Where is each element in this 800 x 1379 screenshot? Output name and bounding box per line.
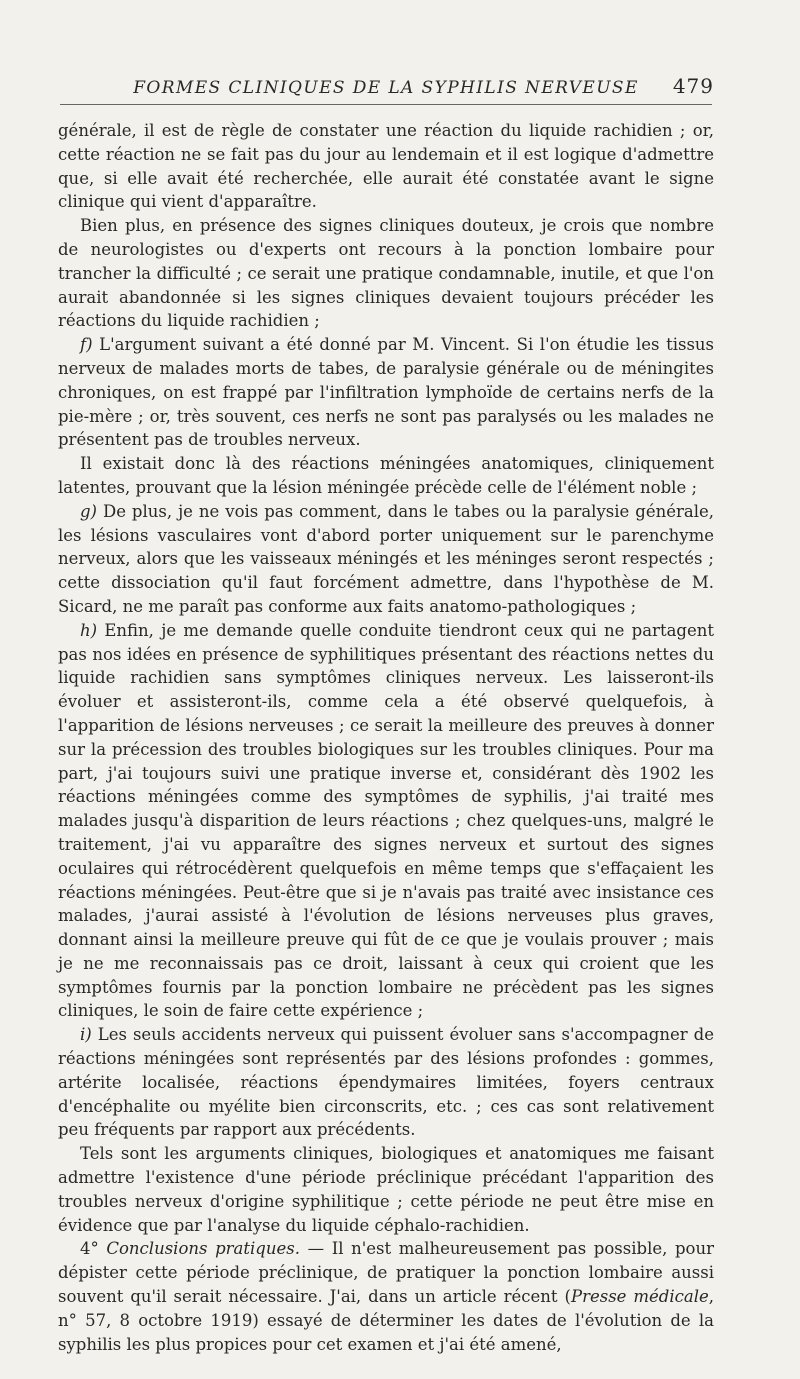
- text-run: De plus, je ne vois pas comment, dans le tabes ou la paralysie générale, les lésions vasculaires vont d'abord porter uniquement sur le parenchyme nerveux, alors que les vaisseaux méningés et les méninges seront respectés ; cette dissociation qu'il faut forcément admettre, dans l'hypothèse de M. Sicard, ne me paraît pas conforme aux faits anatomo-pathologiques ;: [58, 501, 714, 616]
- paragraph: [58, 500, 714, 619]
- body-text: [58, 119, 714, 1356]
- italic-text: f): [80, 335, 93, 355]
- paragraph: [58, 1023, 714, 1142]
- running-title: FORMES CLINIQUES DE LA SYPHILIS NERVEUSE: [133, 78, 639, 98]
- text-run: 4°: [80, 1239, 107, 1259]
- text-run: Les seuls accidents nerveux qui puissent évoluer sans s'accompagner de réactions méningées sont représentés par des lésions profondes : gommes, artérite localisée, réactions épendymaires limitées, foyers centraux d'encéphalite ou myélite bien circonscrits, etc. ; ces cas sont relativement peu fréquents par rapport aux précédents.: [58, 1025, 714, 1140]
- paragraph: [58, 619, 714, 1024]
- text-run: Tels sont les arguments cliniques, biologiques et anatomiques me faisant admettre l'existence d'une période préclinique précédant l'apparition des troubles nerveux d'origine syphilitique ; cette période ne peut être mise en évidence que par l'analyse du liquide céphalo-rachidien.: [58, 1144, 714, 1235]
- italic-text: g): [80, 501, 97, 521]
- header-rule: [60, 104, 712, 105]
- italic-text: i): [80, 1025, 92, 1045]
- text-run: Enfin, je me demande quelle conduite tiendront ceux qui ne partagent pas nos idées en présence de syphilitiques présentant des réactions nettes du liquide rachidien sans symptômes cliniques nerveux. Les laisseront-ils évoluer et assisteront-ils, comme cela a été observé quelquefois, à l'apparition de lésions nerveuses ; ce serait la meilleure des preuves à donner sur la précession des troubles biologiques sur les troubles cliniques. Pour ma part, j'ai toujours suivi une pratique inverse et, considérant dès 1902 les réactions méningées comme des symptômes de syphilis, j'ai traité mes malades jusqu'à disparition de leurs réactions ; chez quelques-uns, malgré le traitement, j'ai vu apparaître des signes nerveux et surtout des signes oculaires qui rétrocédèrent quelquefois en même temps que s'effaçaient les réactions méningées. Peut-être que si je n'avais pas traité avec insistance ces malades, j'aurai assisté à l'évolution de lésions nerveuses plus graves, donnant ainsi la meilleure preuve qui fût de ce que je voulais prouver ; mais je ne me reconnaissais pas ce droit, laissant à ceux qui croient que les symptômes fournis par la ponction lombaire ne précèdent pas les signes cliniques, le soin de faire cette expérience ;: [58, 620, 714, 1021]
- text-run: — Il n'est malheureusement pas possible, pour dépister cette période préclinique, de pratiquer la ponction lombaire aussi souvent qu'il serait nécessaire. J'ai, dans un article récent (: [58, 1239, 714, 1307]
- book-page: [58, 62, 714, 1356]
- italic-text: Presse médicale: [570, 1287, 709, 1307]
- paragraph: [58, 1142, 714, 1237]
- paragraph: [58, 119, 714, 214]
- page-header: [58, 62, 714, 104]
- text-run: , n° 57, 8 octobre 1919) essayé de déterminer les dates de l'évolution de la syphilis les plus propices pour cet examen et j'ai été amené,: [58, 1287, 714, 1354]
- text-run: Il existait donc là des réactions méningées anatomiques, cliniquement latentes, prouvant que la lésion méningée précède celle de l'élément noble ;: [58, 454, 714, 497]
- paragraph: [58, 1237, 714, 1356]
- paragraph: [58, 452, 714, 500]
- text-run: L'argument suivant a été donné par M. Vincent. Si l'on étudie les tissus nerveux de malades morts de tabes, de paralysie générale ou de méningites chroniques, on est frappé par l'infiltration lymphoïde de certains nerfs de la pie-mère ; or, très souvent, ces nerfs ne sont pas paralysés ou les malades ne présentent pas de troubles nerveux.: [58, 335, 714, 450]
- page-number: 479: [672, 74, 714, 98]
- paragraph: [58, 214, 714, 333]
- text-run: générale, il est de règle de constater une réaction du liquide rachidien ; or, cette réaction ne se fait pas du jour au lendemain et il est logique d'admettre que, si elle avait été recherchée, elle aurait été constatée avant le signe clinique qui vient d'apparaître.: [58, 121, 714, 212]
- italic-text: Conclusions pratiques.: [106, 1239, 300, 1259]
- text-run: Bien plus, en présence des signes cliniques douteux, je crois que nombre de neurologistes ou d'experts ont recours à la ponction lombaire pour trancher la difficulté ; ce serait une pratique condamnable, inutile, et que l'on aurait abandonnée si les signes cliniques devaient toujours précéder les réactions du liquide rachidien ;: [58, 216, 714, 331]
- italic-text: h): [80, 620, 98, 640]
- paragraph: [58, 333, 714, 452]
